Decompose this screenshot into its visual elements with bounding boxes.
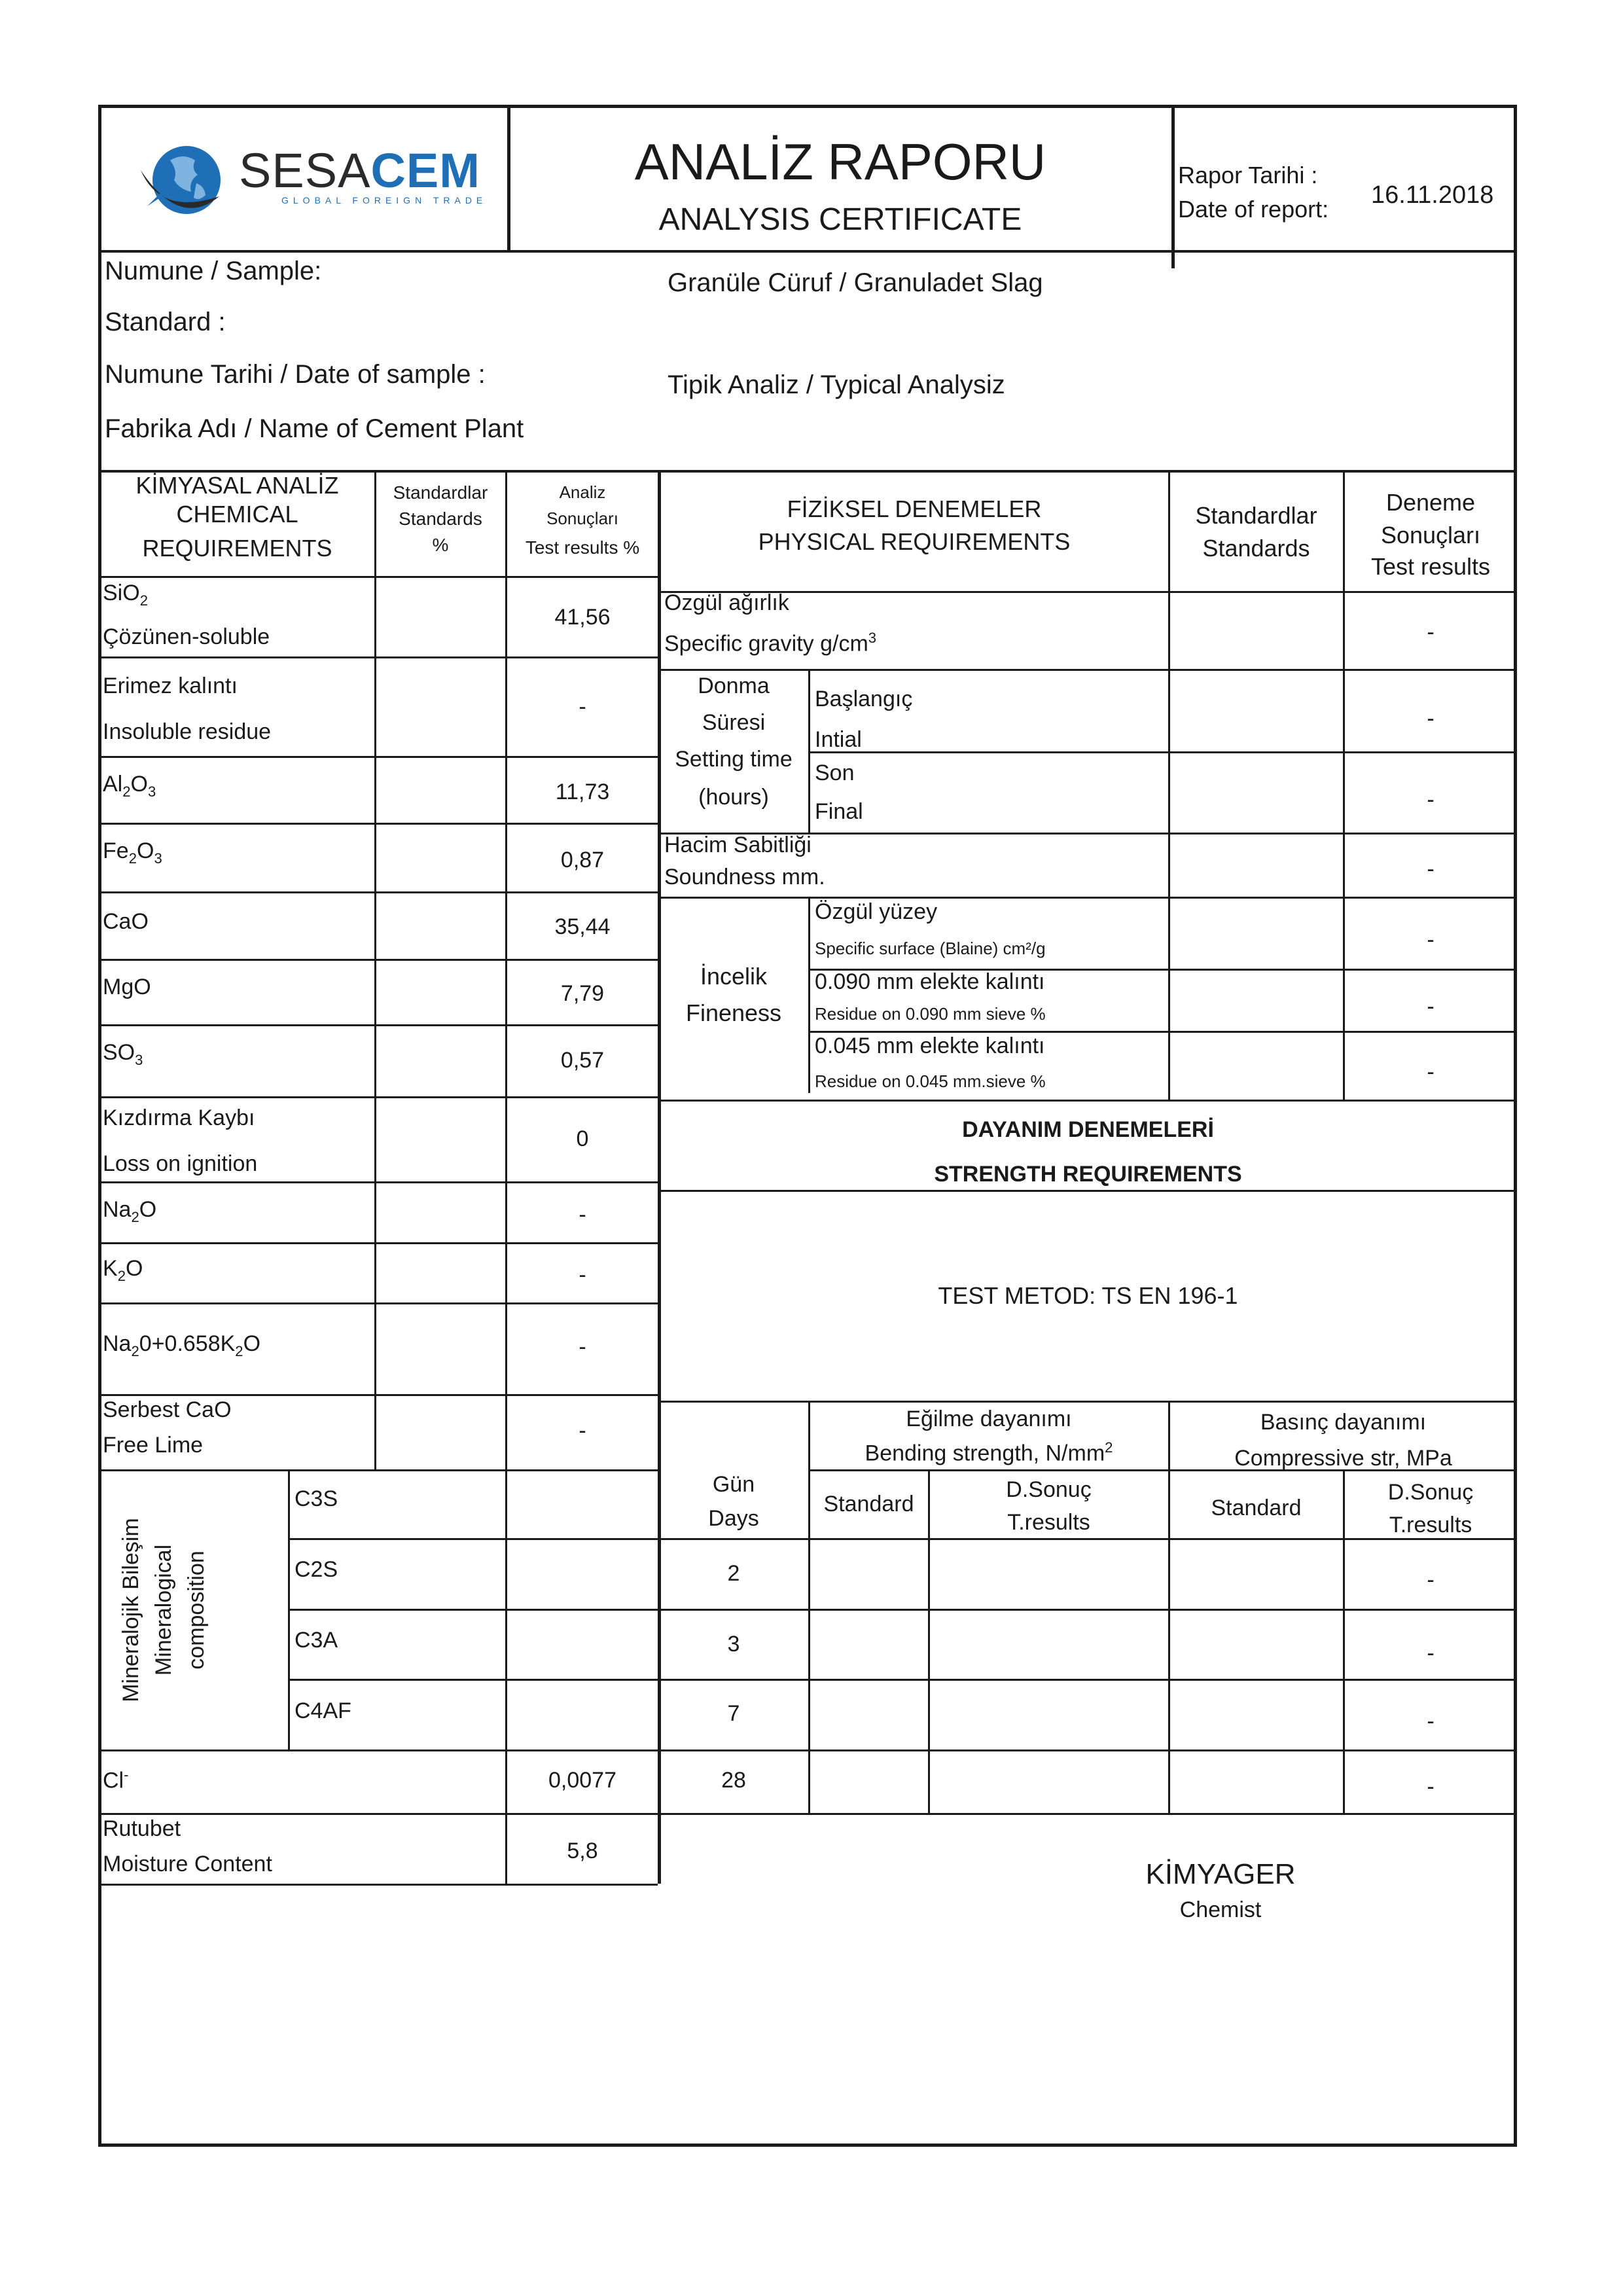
chem-results-h2: Sonuçları [546,509,618,528]
fineness-label-en: Fineness [685,999,782,1026]
globe-logo-icon [134,134,232,232]
report-date-value: 16.11.2018 [1371,181,1494,209]
mineral-c3s: C3S [294,1486,338,1511]
mineral-c3a: C3A [294,1628,338,1653]
phys-results-h3: Test results [1370,553,1491,580]
sample-value: Granüle Cüruf / Granuladet Slag [668,268,1043,297]
res045-result: - [1427,1060,1435,1085]
days-3-result: - [1427,1641,1435,1666]
k2o-value: - [579,1263,586,1287]
logo-brand-part1: SESA [239,143,371,198]
days-28-result: - [1427,1774,1435,1799]
free-lime-label-en: Free Lime [103,1433,204,1458]
moisture-value: 5,8 [567,1839,598,1863]
res045-label-tr: 0.045 mm elekte kalıntı [815,1033,1045,1058]
days-3: 3 [727,1632,740,1657]
fe2o3-value: 0,87 [560,848,605,872]
phys-standards-h2: Standards [1202,535,1310,562]
chloride-label: Cl- [103,1767,129,1793]
na2o-label: $Na_2O$ [103,1197,157,1225]
test-method: TEST METOD: TS EN 196-1 [938,1282,1238,1309]
chemist-label-tr: KİMYAGER [1145,1858,1296,1890]
days-7-result: - [1427,1709,1435,1734]
sio2-label: SiO$_2$ [103,581,148,609]
physical-header-tr: FİZİKSEL DENEMELER [787,495,1042,522]
moisture-label-tr: Rutubet [103,1816,181,1841]
so3-value: 0,57 [560,1048,605,1073]
loi-label-tr: Kızdırma Kaybı [103,1105,255,1130]
strength-header-tr: DAYANIM DENEMELERİ [962,1117,1214,1142]
res045-label-en: Residue on 0.045 mm.sieve % [815,1071,1046,1091]
res090-label-tr: 0.090 mm elekte kalıntı [815,969,1045,994]
setting-label-3: Setting time [675,747,793,772]
standard-label: Standard : [105,308,226,336]
sample-label: Numune / Sample: [105,257,322,285]
free-lime-value: - [579,1418,586,1443]
cao-value: 35,44 [554,914,611,939]
chem-results-h1: Analiz [559,482,606,502]
logo-brand-part2: CEM [370,143,480,198]
so3-label: $SO_3$ [103,1040,143,1068]
chem-standards-h1: Standardlar [393,482,488,503]
gravity-label-tr: Özgül ağırlık [664,590,789,615]
initial-label-en: Intial [815,727,862,752]
soundness-label-tr: Hacim Sabitliği [664,833,812,857]
phys-results-h1: Deneme [1385,489,1476,516]
mgo-value: 7,79 [560,981,605,1006]
chloride-value: 0,0077 [548,1768,616,1793]
chemical-header-en1: CHEMICAL [176,501,298,528]
surface-result: - [1427,927,1435,952]
insoluble-value: - [579,694,586,719]
mineral-label-en1: Mineralogical [151,1544,176,1676]
res090-label-en: Residue on 0.090 mm sieve % [815,1004,1046,1024]
compressive-label-en: Compressive str, MPa [1234,1446,1452,1471]
chemical-header-tr: KİMYASAL ANALİZ [135,472,339,499]
days-2-result: - [1427,1568,1435,1592]
chemist-label-en: Chemist [1179,1897,1262,1922]
chem-standards-h3: % [432,535,449,555]
moisture-label-en: Moisture Content [103,1852,272,1876]
mineral-c2s: C2S [294,1557,338,1582]
phys-standards-h1: Standardlar [1195,502,1317,529]
initial-label-tr: Başlangıç [815,687,913,711]
sample-date-label: Numune Tarihi / Date of sample : [105,360,486,389]
days-7: 7 [727,1701,740,1726]
setting-label-1: Donma [698,673,770,698]
initial-result: - [1427,706,1435,731]
report-date-label-en: Date of report: [1178,196,1329,223]
mineral-label-en2: composition [184,1551,209,1670]
fe2o3-label: $Fe_2O_3$ [103,838,162,867]
naeq-value: - [579,1335,586,1359]
final-result: - [1427,787,1435,812]
soundness-label-en: Soundness mm. [664,865,825,889]
report-date-label-tr: Rapor Tarihi : [1178,162,1318,188]
chem-results-h3: Test results % [525,537,640,558]
report-title: ANALİZ RAPORU [634,133,1046,190]
bending-label-en: Bending strength, $N/mm^2$ [865,1439,1113,1466]
setting-label-4: (hours) [698,785,769,810]
al2o3-label: $Al_2O_3$ [103,772,156,800]
bending-result-header-1: D.Sonuç [1006,1477,1092,1502]
compressive-result-header-2: T.results [1389,1513,1472,1537]
k2o-label: $K_2O$ [103,1256,143,1284]
mineral-c4af: C4AF [294,1698,351,1723]
days-2: 2 [727,1561,740,1586]
free-lime-label-tr: Serbest CaO [103,1397,232,1422]
sample-date-value: Tipik Analiz / Typical Analysiz [668,370,1005,399]
mineral-label-tr: Mineralojik Bileşim [118,1518,143,1702]
soluble-label: Çözünen-soluble [103,624,270,649]
naeq-label: $Na_20+0.658K_2O$ [103,1331,261,1359]
days-28: 28 [721,1768,746,1793]
strength-header-en: STRENGTH REQUIREMENTS [934,1162,1242,1187]
insoluble-label-tr: Erimez kalıntı [103,673,238,698]
days-header-en: Days [708,1506,759,1531]
loi-label-en: Loss on ignition [103,1151,258,1176]
days-header-tr: Gün [712,1472,755,1497]
compressive-result-header-1: D.Sonuç [1387,1480,1474,1505]
plant-label: Fabrika Adı / Name of Cement Plant [105,414,524,443]
bending-label-tr: Eğilme dayanımı [906,1407,1072,1431]
gravity-label-en: Specific gravity $g/cm^3$ [664,630,877,656]
physical-header-en: PHYSICAL REQUIREMENTS [758,528,1071,555]
logo-tagline: GLOBAL FOREIGN TRADE [281,195,488,206]
setting-label-2: Süresi [702,710,766,735]
mgo-label: MgO [103,975,151,999]
phys-results-h2: Sonuçları [1380,522,1481,548]
soundness-result: - [1427,857,1435,882]
res090-result: - [1427,994,1435,1019]
compressive-standard-header: Standard [1211,1496,1302,1520]
surface-label-en: Specific surface (Blaine) cm²/g [815,939,1046,958]
chem-standards-h2: Standards [399,509,482,529]
sio2-value: 41,56 [554,605,611,630]
fineness-label-tr: İncelik [700,963,768,990]
insoluble-label-en: Insoluble residue [103,719,272,744]
company-logo-wordmark [239,143,480,198]
compressive-label-tr: Basınç dayanımı [1260,1410,1427,1435]
loi-value: 0 [576,1126,589,1151]
bending-result-header-2: T.results [1007,1510,1090,1535]
na2o-value: - [579,1202,586,1227]
gravity-result: - [1427,620,1435,645]
chemical-header-en2: REQUIREMENTS [142,535,332,562]
final-label-tr: Son [815,761,855,785]
final-label-en: Final [815,799,863,824]
al2o3-value: 11,73 [555,780,610,804]
surface-label-tr: Özgül yüzey [815,899,938,924]
cao-label: CaO [103,909,149,934]
bending-standard-header: Standard [823,1492,914,1516]
report-subtitle: ANALYSIS CERTIFICATE [658,202,1022,237]
